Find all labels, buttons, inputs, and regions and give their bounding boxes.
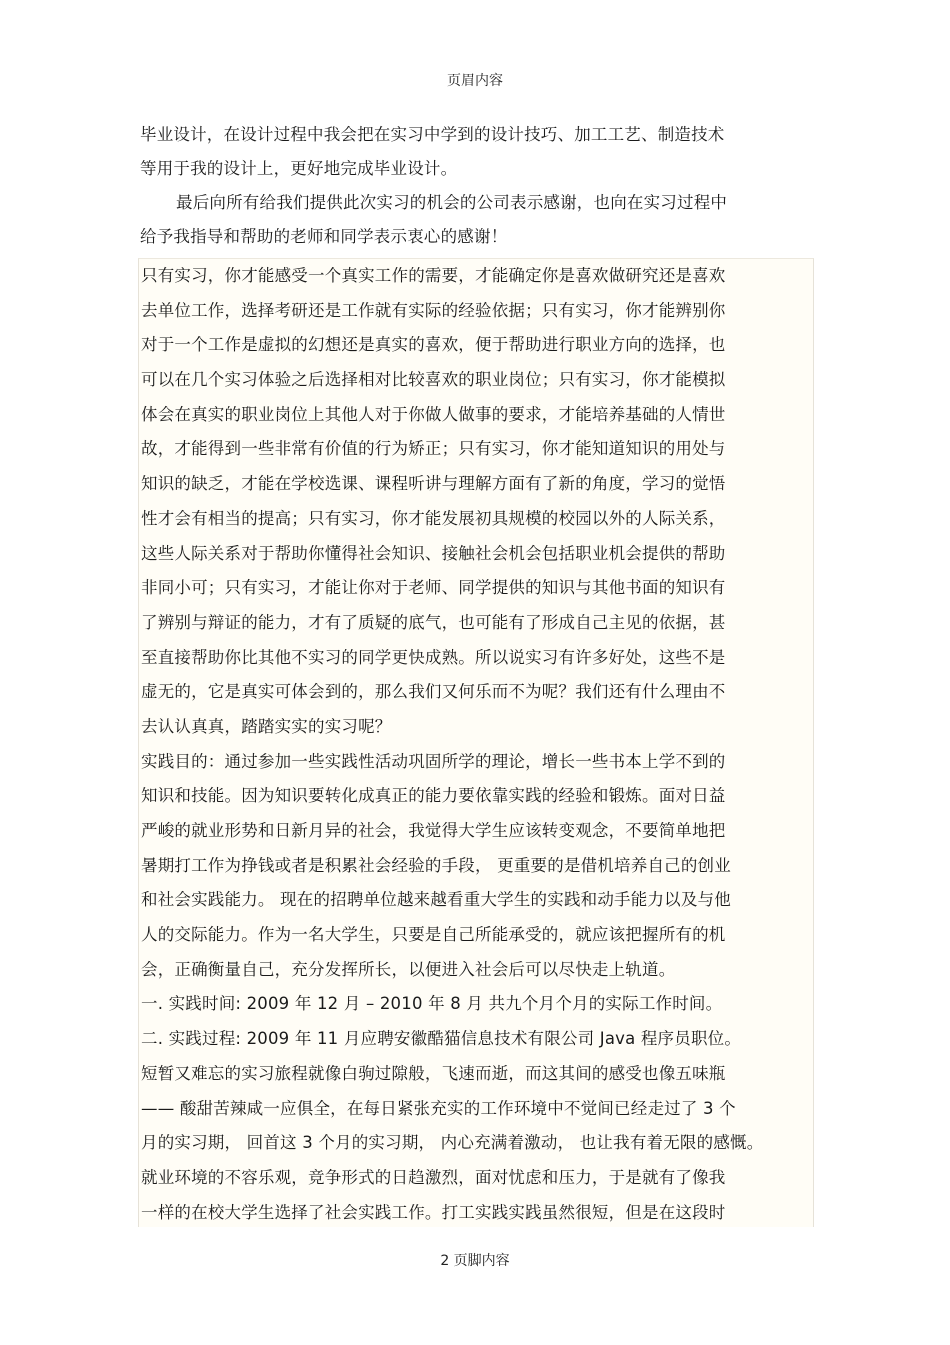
- text-line: 体会在真实的职业岗位上其他人对于你做人做事的要求，才能培养基础的人情世: [141, 404, 726, 424]
- text-line: 性才会有相当的提高；只有实习，你才能发展初具规模的校园以外的人际关系，: [141, 508, 726, 528]
- text-line: 毕业设计，在设计过程中我会把在实习中学到的设计技巧、加工工艺、制造技术: [140, 125, 725, 144]
- text-line: 了辨别与辩证的能力，才有了质疑的底气，也可能有了形成自己主见的依据，甚: [141, 612, 726, 632]
- text-line: 实践目的：通过参加一些实践性活动巩固所学的理论，增长一些书本上学不到的: [141, 751, 726, 771]
- text-line: 知识的缺乏，才能在学校选课、课程听讲与理解方面有了新的角度，学习的觉悟: [141, 474, 726, 494]
- text-line: 等用于我的设计上，更好地完成毕业设计。: [140, 159, 458, 178]
- text-line: 虚无的，它是真实可体会到的，那么我们又何乐而不为呢？我们还有什么理由不: [141, 682, 726, 702]
- text-line: 二. 实践过程: 2009 年 11 月应聘安徽酷猫信息技术有限公司 Java 程序员职位。: [141, 1029, 742, 1049]
- page-footer: 2 页脚内容: [440, 1253, 510, 1269]
- text-line: 严峻的就业形势和日新月异的社会，我觉得大学生应该转变观念，不要简单地把: [141, 821, 726, 840]
- text-line: 可以在几个实习体验之后选择相对比较喜欢的职业岗位；只有实习，你才能模拟: [141, 370, 726, 390]
- text-line: 去认认真真，踏踏实实的实习呢？: [141, 716, 392, 736]
- text-line: 故，才能得到一些非常有价值的行为矫正；只有实习，你才能知道知识的用处与: [141, 439, 726, 459]
- text-line: 最后向所有给我们提供此次实习的机会的公司表示感谢，也向在实习过程中: [176, 193, 728, 212]
- text-line: 对于一个工作是虚拟的幻想还是真实的喜欢，便于帮助进行职业方向的选择，也: [141, 335, 726, 355]
- text-line: 月的实习期， 回首这 3 个月的实习期， 内心充满着激动， 也让我有着无限的感慨。: [141, 1133, 764, 1153]
- text-line: 去单位工作，选择考研还是工作就有实际的经验依据；只有实习，你才能辨别你: [141, 300, 726, 320]
- text-line: 就业环境的不容乐观，竞争形式的日趋激烈，面对忧虑和压力，于是就有了像我: [141, 1167, 726, 1187]
- text-line: 非同小可；只有实习，才能让你对于老师、同学提供的知识与其他书面的知识有: [141, 578, 726, 598]
- text-line: —— 酸甜苦辣咸一应俱全，在每日紧张充实的工作环境中不觉间已经走过了 3 个: [141, 1098, 736, 1118]
- text-line: 一. 实践时间: 2009 年 12 月 – 2010 年 8 月 共九个月个月的实际工作时间。: [141, 994, 723, 1014]
- text-line: 只有实习，你才能感受一个真实工作的需要，才能确定你是喜欢做研究还是喜欢: [141, 266, 726, 285]
- text-line: 短暂又难忘的实习旅程就像白驹过隙般，飞速而逝，而这其间的感受也像五味瓶: [141, 1063, 726, 1083]
- text-line: 一样的在校大学生选择了社会实践工作。打工实践实践虽然很短，但是在这段时: [141, 1202, 726, 1222]
- text-line: 知识和技能。因为知识要转化成真正的能力要依靠实践的经验和锻炼。面对日益: [141, 786, 726, 806]
- page-header: 页眉内容: [447, 73, 503, 89]
- text-line: 和社会实践能力。 现在的招聘单位越来越看重大学生的实践和动手能力以及与他: [141, 890, 731, 910]
- text-line: 会，正确衡量自己，充分发挥所长，以便进入社会后可以尽快走上轨道。: [141, 959, 676, 979]
- text-line: 给予我指导和帮助的老师和同学表示衷心的感谢！: [140, 227, 508, 246]
- text-line: 至直接帮助你比其他不实习的同学更快成熟。所以说实习有许多好处，这些不是: [141, 647, 726, 667]
- top-text-block: [140, 118, 820, 254]
- text-line: 这些人际关系对于帮助你懂得社会知识、接触社会机会包括职业机会提供的帮助: [141, 543, 726, 563]
- main-text-block: [138, 258, 814, 1227]
- text-line: 暑期打工作为挣钱或者是积累社会经验的手段， 更重要的是借机培养自己的创业: [141, 855, 731, 875]
- text-line: 人的交际能力。作为一名大学生，只要是自己所能承受的，就应该把握所有的机: [141, 925, 726, 945]
